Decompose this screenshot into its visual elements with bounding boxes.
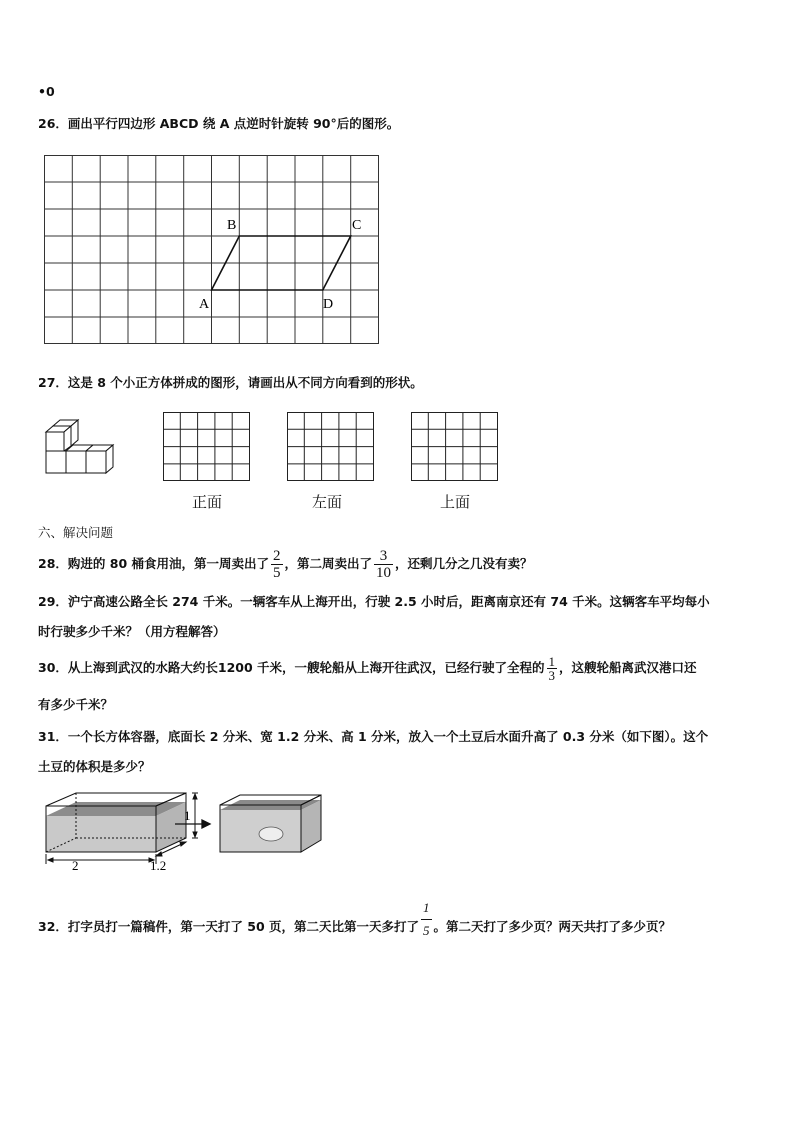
q28-text-pre: 28．购进的 80 桶食用油，第一周卖出了 [38,556,269,571]
question-31-line1: 31．一个长方体容器，底面长 2 分米、宽 1.2 分米、高 1 分米，放入一个土豆后水面升高了 0.3 分米（如下图）。这个 [38,729,709,744]
q30-text-pre: 30．从上海到武汉的水路大约长1200 千米，一艘轮船从上海开往武汉，已经行驶了全程的 [38,660,545,675]
vertex-label-b: B [227,218,237,233]
q28-text-mid: ，第二周卖出了 [284,556,373,571]
top-view-label: 上面 [439,493,470,511]
q26-grid [44,155,379,344]
left-view-grid [287,412,375,482]
q28-fraction-1: $\frac{2}{5}$ [273,548,281,581]
question-30-line2: 有多少千米？ [38,697,114,712]
question-32 [38,902,671,952]
front-view-grid [163,412,251,482]
cube-stack-figure [44,418,126,476]
left-view-label: 左面 [311,493,342,511]
question-30-line1 [38,650,697,686]
question-26-text: 26．画出平行四边形 ABCD 绕 A 点逆时针旋转 90°后的图形。 [38,116,400,131]
q32-text-post: 。第二天打了多少页？两天共打了多少页？ [433,919,672,934]
q28-text-post: ，还剩几分之几没有卖？ [395,556,533,571]
top-view-grid [411,412,499,482]
q32-text-pre: 32．打字员打一篇稿件，第一天打了 50 页，第二天比第一天多打了 [38,919,419,934]
q30-text-post: ，这艘轮船离武汉港口还 [559,660,697,675]
section-heading-6: 六、解决问题 [38,525,114,540]
question-31-line2: 土豆的体积是多少？ [38,759,151,774]
q30-fraction: $\frac{1}{3}$ [548,654,556,683]
top-fragment: •0 [38,84,55,99]
vertex-label-d: D [323,297,334,312]
container-before [46,793,198,873]
question-29-line1: 29．沪宁高速公路全长 274 千米。一辆客车从上海开出，行驶 2.5 小时后，距离南京还有 74 千米。这辆客车平均每小 [38,594,710,609]
question-29-line2: 时行驶多少千米？（用方程解答） [38,624,226,639]
vertex-label-a: A [199,297,210,312]
vertex-label-c: C [352,218,362,233]
question-28 [38,546,533,582]
front-view-label: 正面 [191,493,222,511]
container-after [220,795,321,852]
question-27-text: 27．这是 8 个小正方体拼成的图形，请画出从不同方向看到的形状。 [38,375,423,390]
width-label: 1.2 [150,858,167,873]
q32-fraction: $\frac{1}{5}$ [421,897,432,942]
q26-grid-figure [44,155,380,345]
q28-fraction-2: $\frac{3}{10}$ [376,548,392,581]
height-label: 1 [184,808,191,823]
container-figure [38,792,338,874]
potato-icon [259,827,283,841]
length-label: 2 [72,858,79,873]
